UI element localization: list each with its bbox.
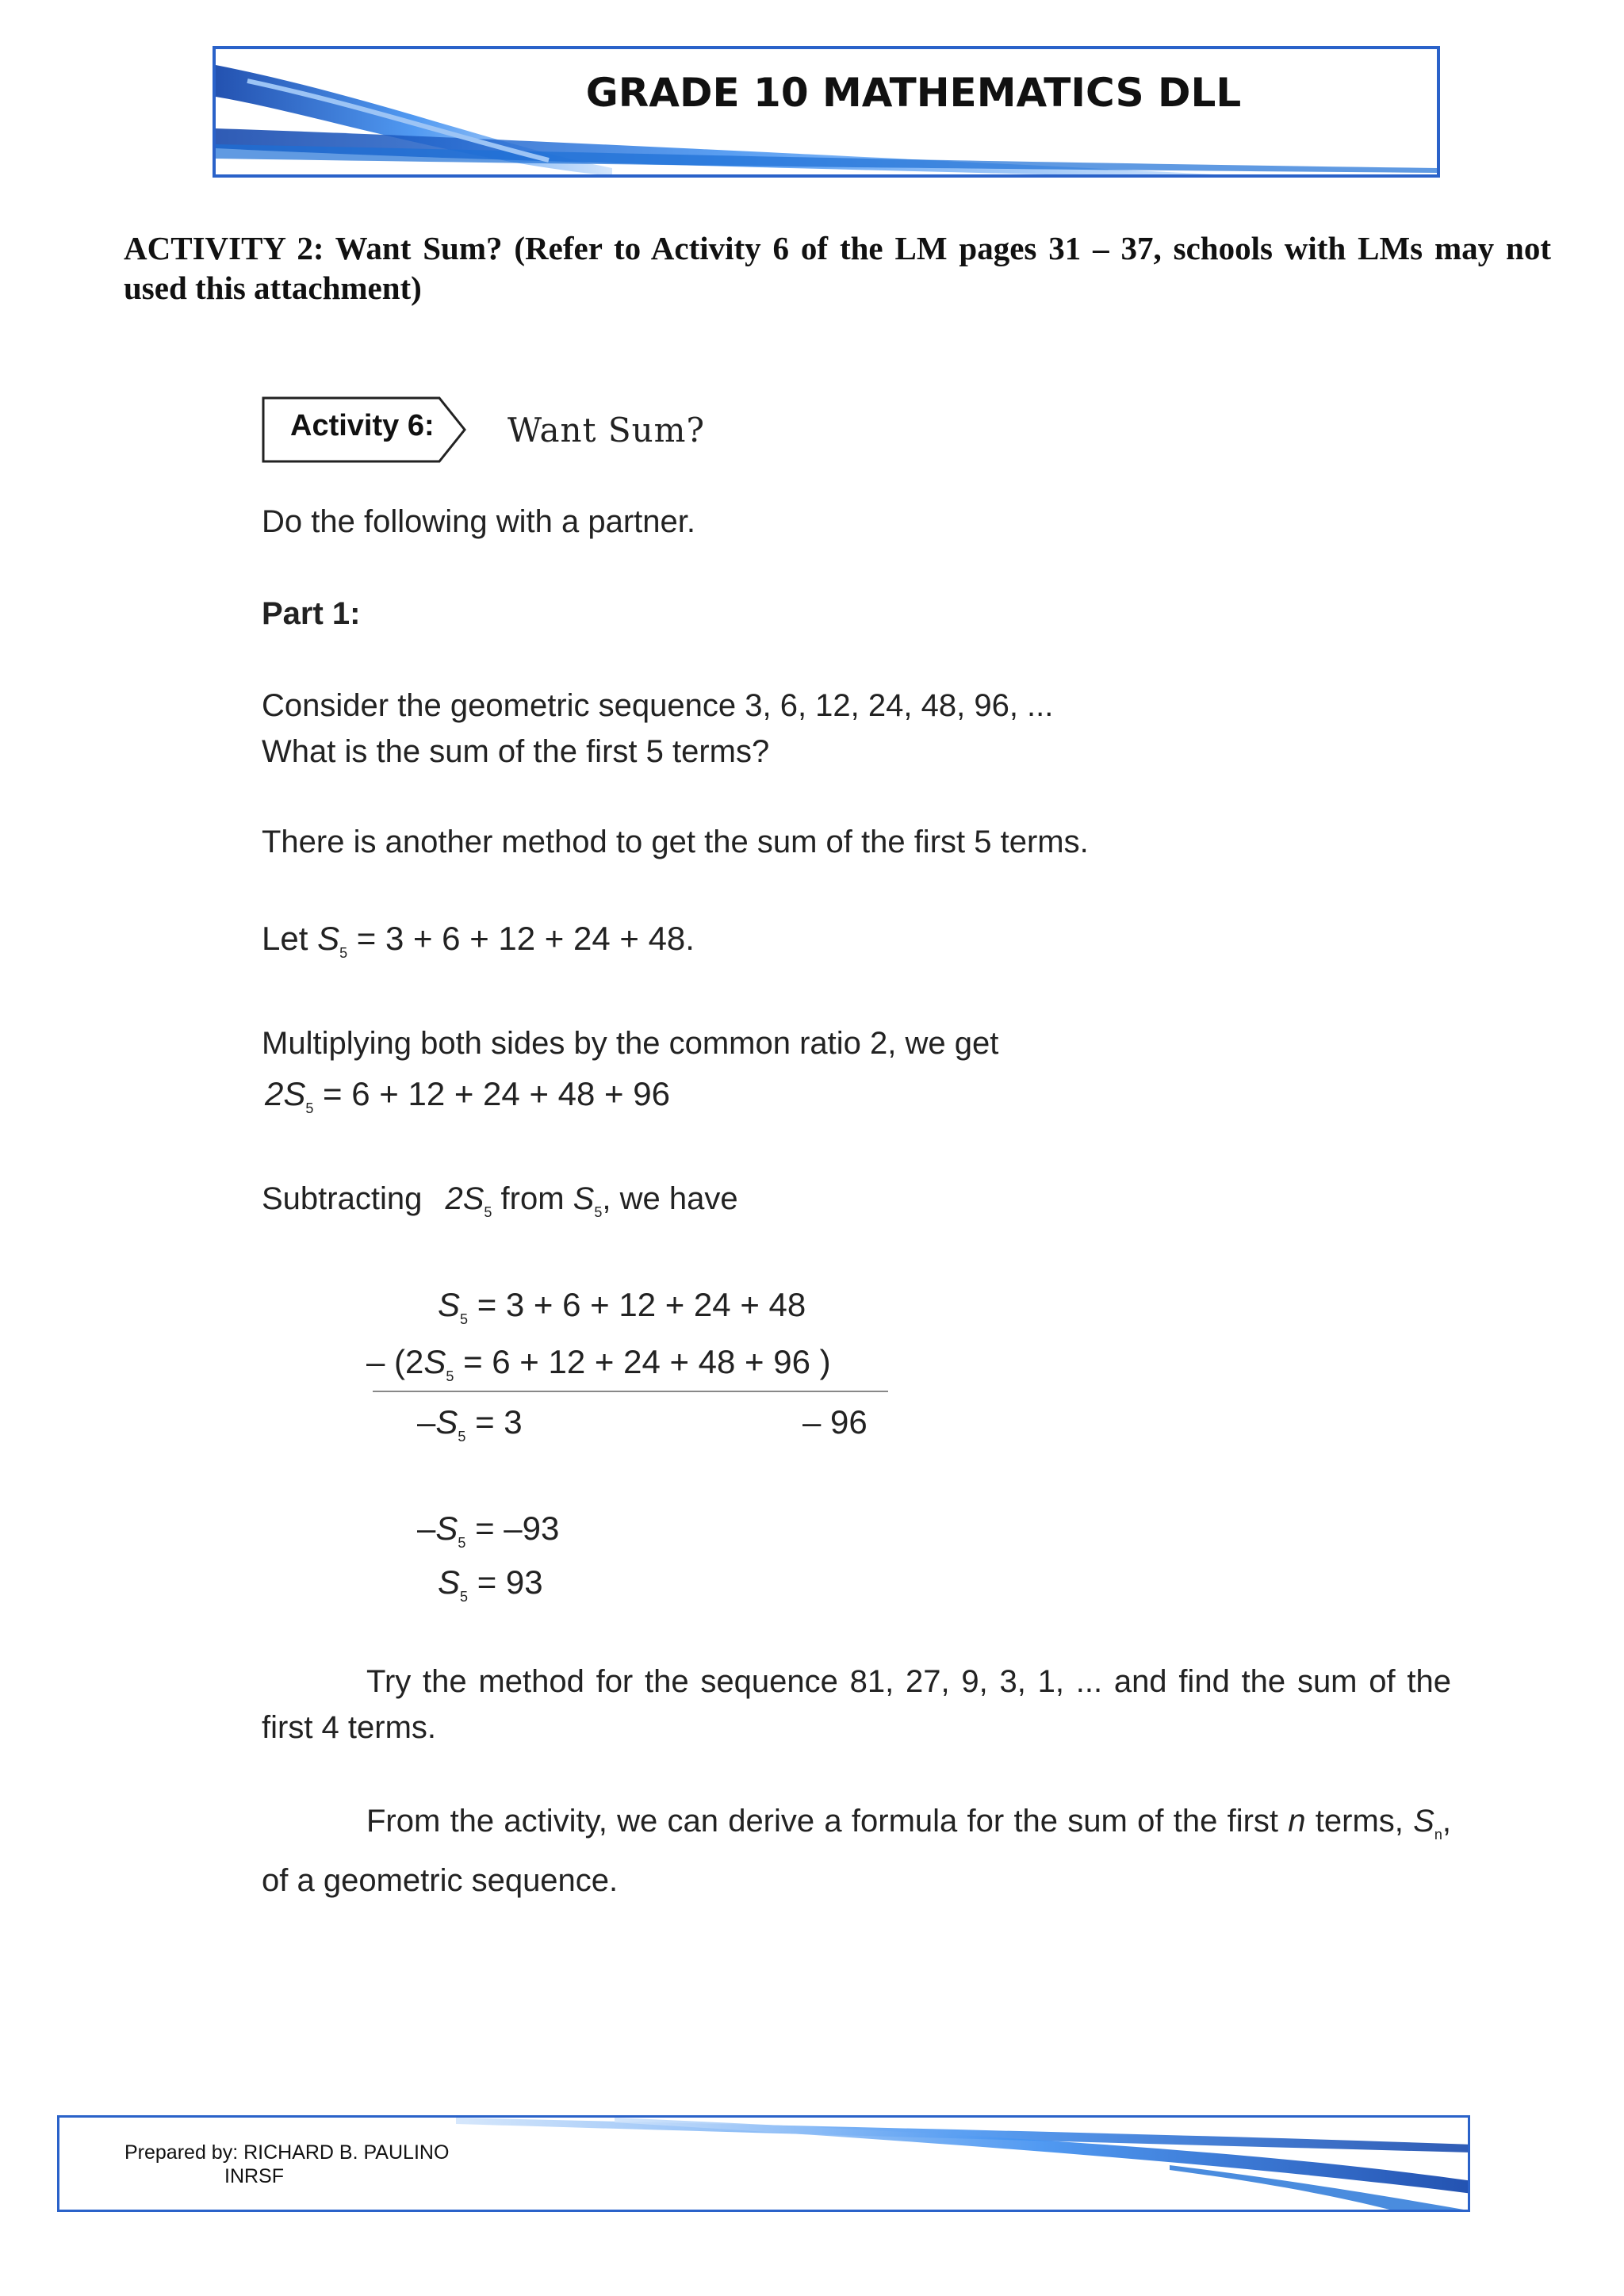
subscript: 5	[305, 1100, 314, 1116]
header-banner	[213, 46, 1440, 178]
derive-text-a: From the activity, we can derive a formula for the sum of the first	[366, 1804, 1279, 1839]
question-text: What is the sum of the first 5 terms?	[262, 734, 770, 769]
part-heading: Part 1:	[262, 596, 361, 631]
subtract-label: Subtracting	[262, 1181, 423, 1216]
let-label: Let	[262, 920, 308, 957]
activity-badge	[262, 396, 466, 463]
subscript: 5	[458, 1429, 466, 1445]
equation-row-3-result: – 96	[802, 1403, 868, 1441]
activity-intro: ACTIVITY 2: Want Sum? (Refer to Activity 6 of the LM pages 31 – 37, schools with LMs may not used this attachment)	[124, 230, 1551, 306]
subscript: 5	[339, 945, 348, 961]
let-expression: = 3 + 6 + 12 + 24 + 48.	[347, 920, 695, 957]
equation-row-4	[417, 1510, 559, 1552]
activity-badge-label: Activity 6:	[290, 409, 435, 442]
school-name: INRSF	[224, 2165, 284, 2187]
sum-symbol: S	[438, 1286, 461, 1323]
subscript: 5	[460, 1589, 469, 1605]
sum-symbol: S	[423, 1343, 446, 1380]
from-label: from	[500, 1181, 565, 1216]
derive-text-b: terms,	[1315, 1804, 1404, 1839]
equation-mid: = 3	[475, 1403, 523, 1441]
sequence-text: Consider the geometric sequence 3, 6, 12, 24, 48, 96, ...	[262, 688, 1054, 723]
method-text: There is another method to get the sum of the first 5 terms.	[262, 825, 1089, 859]
subscript: 5	[484, 1204, 492, 1220]
subscript: 5	[594, 1204, 603, 1220]
subtract-line	[262, 1181, 738, 1221]
sum-symbol: S	[435, 1510, 458, 1547]
equation-rhs: = –93	[475, 1510, 560, 1547]
sum-symbol: S	[435, 1403, 458, 1441]
subtraction-rule	[373, 1391, 888, 1392]
subtract-suffix: , we have	[602, 1181, 738, 1216]
equation-row-2	[366, 1343, 831, 1385]
instruction-text: Do the following with a partner.	[262, 504, 695, 539]
subscript: 5	[460, 1311, 469, 1327]
equation-rhs: = 3 + 6 + 12 + 24 + 48	[477, 1286, 806, 1323]
footer-banner	[57, 2115, 1470, 2212]
subscript: 5	[446, 1368, 454, 1384]
activity-title: Want Sum?	[508, 411, 706, 450]
prepared-by: Prepared by: RICHARD B. PAULINO	[124, 2141, 450, 2164]
equation-rhs: = 93	[477, 1563, 543, 1601]
derive-paragraph	[262, 1798, 1451, 1904]
equation-rhs: = 6 + 12 + 24 + 48 + 96 )	[463, 1343, 831, 1380]
doubled-sum-symbol: 2S	[265, 1075, 306, 1112]
equation-row-5	[438, 1563, 543, 1605]
sum-symbol: S	[438, 1563, 461, 1601]
page-title: GRADE 10 MATHEMATICS DLL	[585, 70, 1242, 116]
derive-text-c: , of a geometric sequence.	[262, 1804, 1451, 1898]
equation-row-3	[417, 1403, 523, 1445]
doubled-sum-symbol: 2S	[445, 1181, 485, 1216]
let-equation	[262, 920, 695, 962]
subscript: n	[1434, 1827, 1442, 1843]
doubled-equation	[265, 1075, 670, 1117]
n-variable: n	[1288, 1804, 1306, 1839]
sum-symbol: S	[317, 920, 340, 957]
equation-lhs: –	[417, 1510, 436, 1547]
doubled-expression: = 6 + 12 + 24 + 48 + 96	[313, 1075, 670, 1112]
sum-symbol: S	[1413, 1804, 1434, 1839]
equation-lhs: – (2	[366, 1343, 424, 1380]
sum-symbol: S	[573, 1181, 595, 1216]
multiply-text: Multiplying both sides by the common ratio 2, we get	[262, 1026, 999, 1061]
subscript: 5	[458, 1535, 466, 1551]
try-paragraph: Try the method for the sequence 81, 27, 9, 3, 1, ... and find the sum of the first 4 terms.	[262, 1664, 1451, 1745]
equation-lhs: –	[417, 1403, 436, 1441]
equation-row-1	[438, 1286, 806, 1328]
